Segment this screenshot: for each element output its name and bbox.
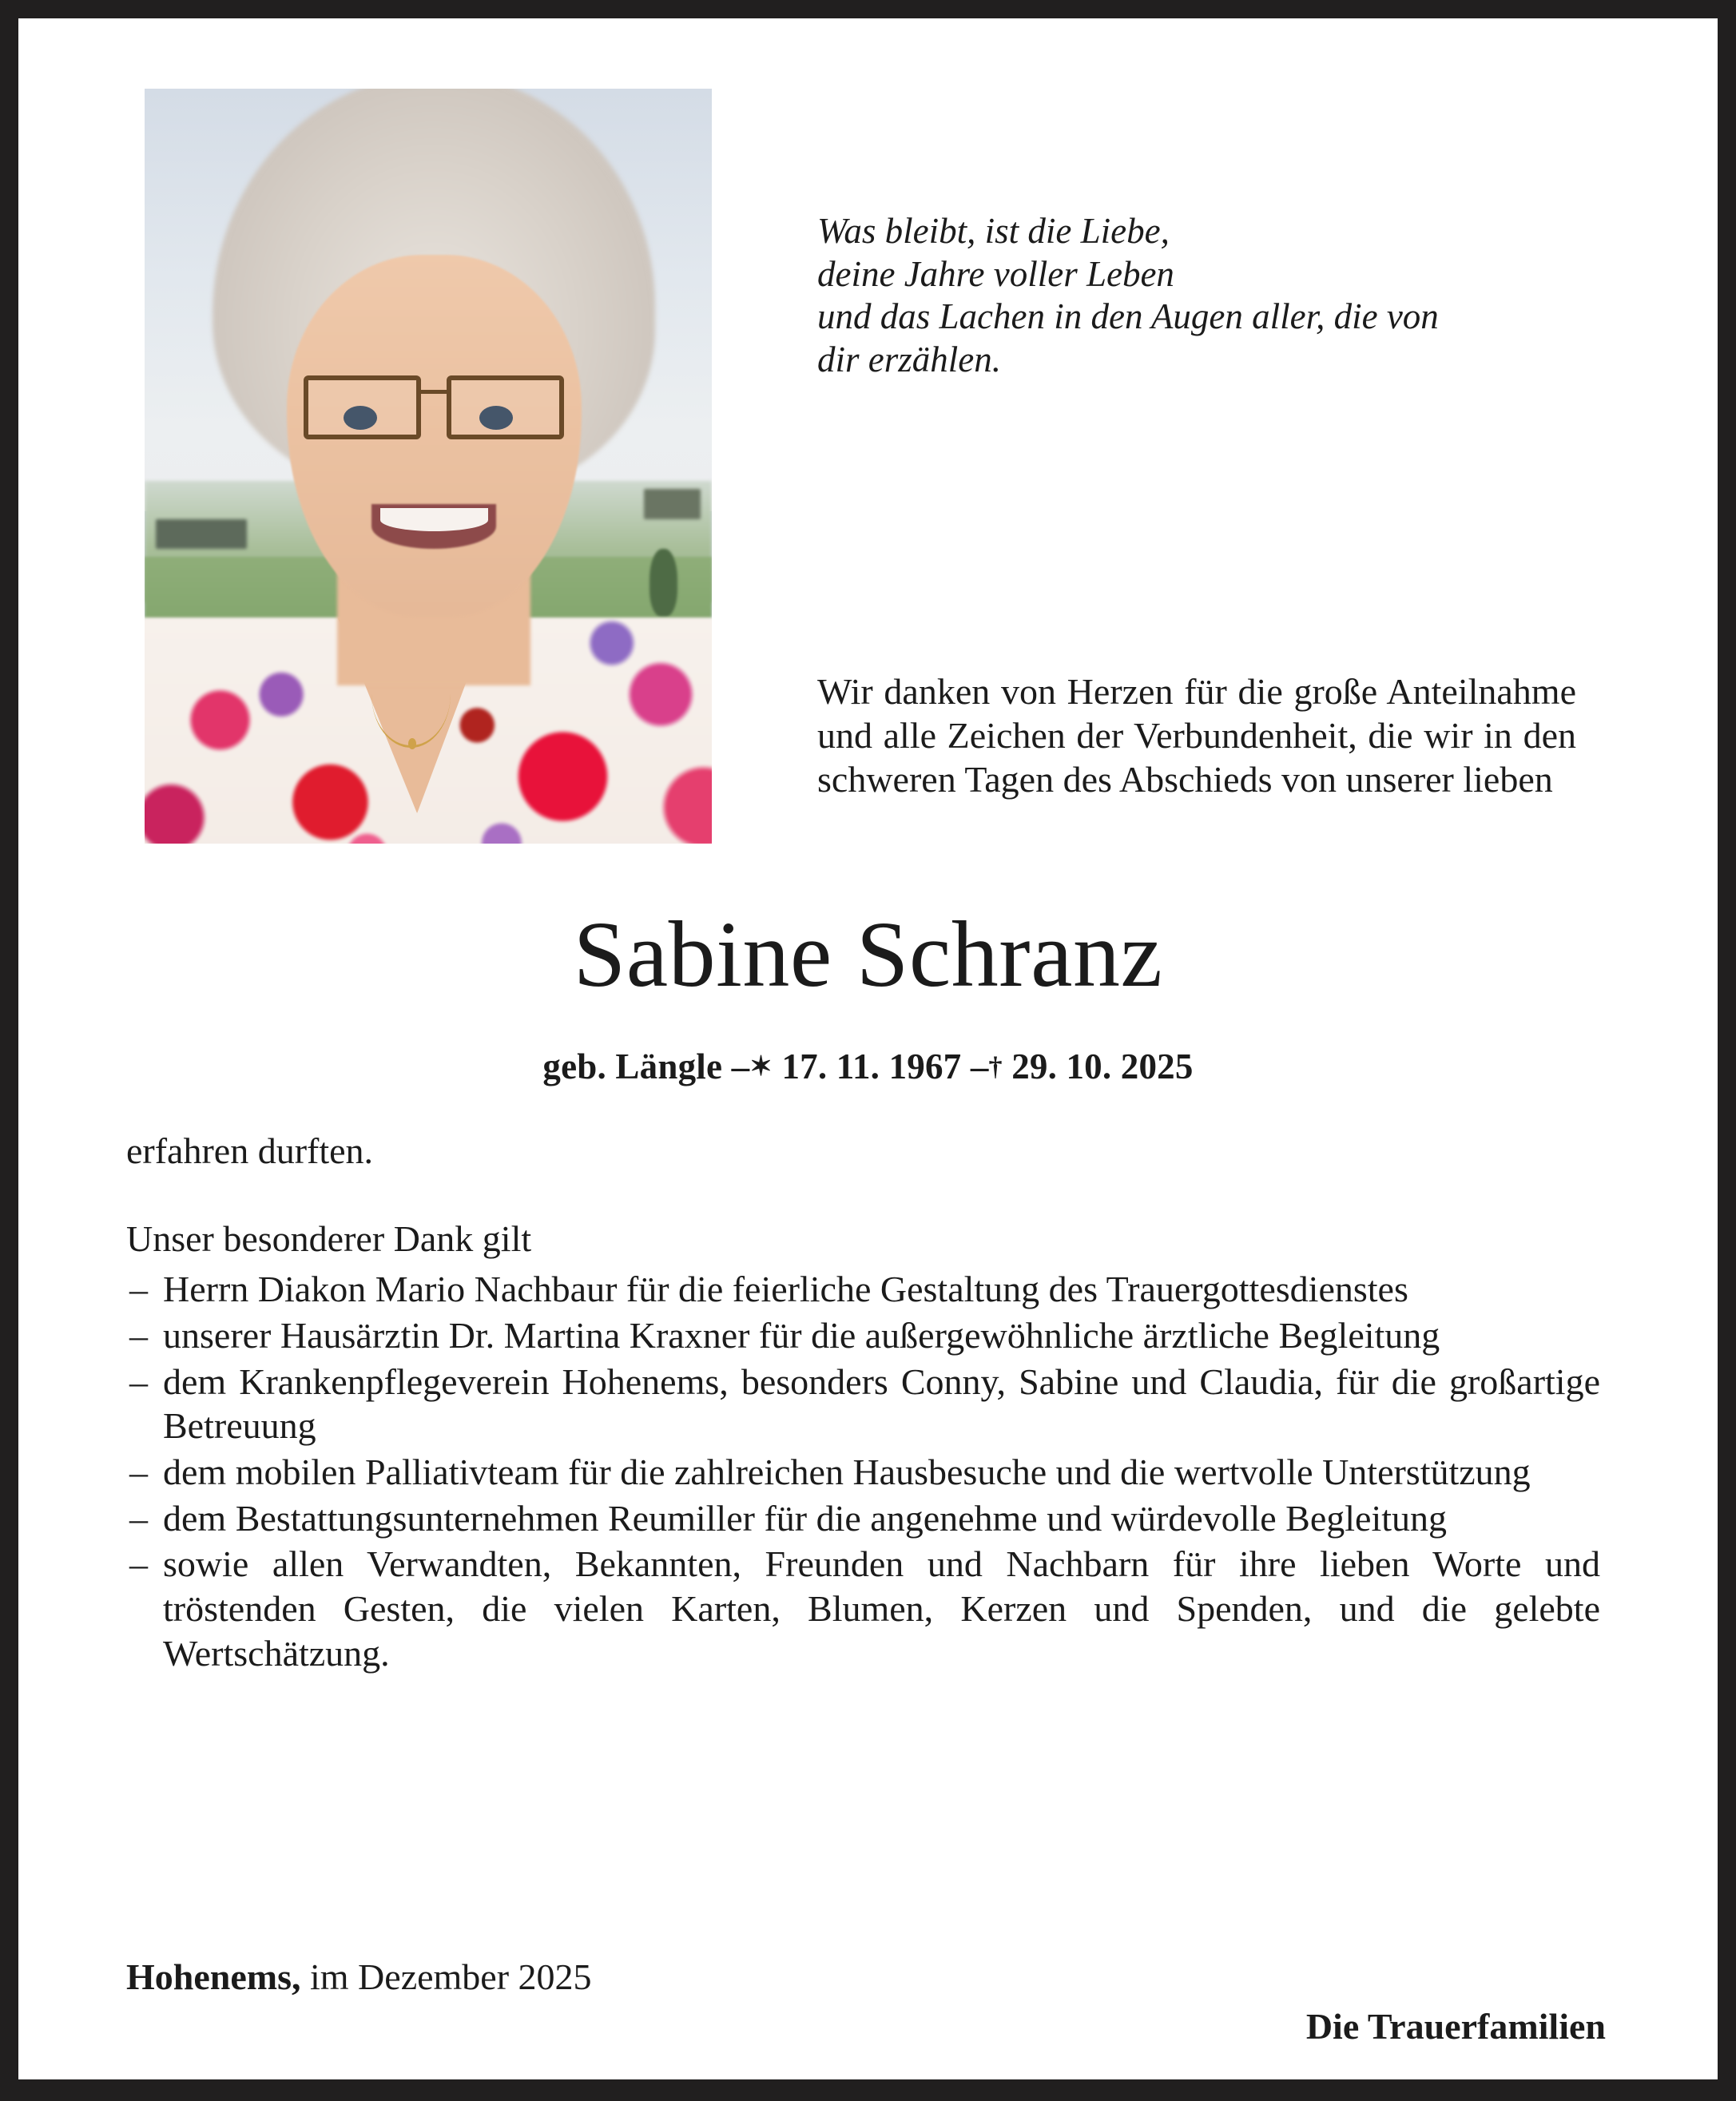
footer-place-date — [126, 1956, 592, 1998]
photo-necklace-pendant — [408, 738, 416, 749]
photo-eyeglasses — [304, 375, 565, 439]
footer-date: im Dezember 2025 — [300, 1956, 592, 1997]
birth-star-icon: ✶ — [749, 1052, 773, 1082]
dash-1: – — [731, 1047, 750, 1086]
photo-eye-left — [344, 406, 378, 430]
list-item: – dem Bestattungsunternehmen Reumiller für die angenehme und würdevolle Begleitung — [126, 1496, 1600, 1541]
memorial-verse — [817, 210, 1600, 381]
list-item: – sowie allen Verwandten, Bekannten, Freunden und Nachbarn für ihre lieben Worte und tröstenden Gesten, die vielen Karten, Blumen, Kerzen und Spenden, und die gelebte Wertschätzung. — [126, 1542, 1600, 1675]
photo-building-left — [156, 519, 247, 550]
death-date: 29. 10. 2025 — [1011, 1047, 1194, 1086]
footer-signature: Die Trauerfamilien — [1305, 2006, 1606, 2047]
verse-line-2: deine Jahre voller Leben — [817, 253, 1174, 294]
obituary-card — [18, 18, 1718, 2079]
portrait-photo — [145, 89, 712, 844]
thanks-intro-text: Wir danken von Herzen für die große Anteilnahme und alle Zeichen der Verbundenheit, die wir in den schweren Tagen des Abschieds von unserer lieben — [817, 671, 1576, 800]
verse-line-4: dir erzählen. — [817, 339, 1001, 379]
photo-glasses-bridge — [421, 390, 447, 394]
list-item: – Herrn Diakon Mario Nachbaur für die feierliche Gestaltung des Trauergottesdienstes — [126, 1267, 1600, 1312]
verse-line-3: und das Lachen in den Augen aller, die von — [817, 296, 1439, 337]
birth-date: 17. 11. 1967 — [781, 1047, 962, 1086]
maiden-name: Längle — [615, 1047, 723, 1086]
list-item: – dem mobilen Palliativteam für die zahlreichen Hausbesuche und die wertvolle Unterstützung — [126, 1450, 1600, 1495]
thanks-heading: Unser besonderer Dank gilt — [126, 1217, 532, 1259]
list-item: – dem Krankenpflegeverein Hohenems, besonders Conny, Sabine und Claudia, für die großartige Betreuung — [126, 1360, 1600, 1448]
photo-building-right — [644, 489, 701, 519]
maiden-name-prefix: geb. — [542, 1047, 606, 1086]
dash-2: – — [970, 1047, 989, 1086]
deceased-name: Sabine Schranz — [573, 902, 1163, 1007]
photo-tree — [650, 549, 678, 617]
obituary-body — [126, 1129, 1600, 1677]
death-cross-icon: † — [988, 1052, 1003, 1082]
verse-line-1: Was bleibt, ist die Liebe, — [817, 211, 1170, 251]
thanks-intro-paragraph — [817, 669, 1576, 802]
footer-place-name: Hohenems, — [126, 1956, 301, 1997]
thanks-list — [126, 1267, 1600, 1675]
photo-teeth — [380, 508, 488, 530]
deceased-dates — [18, 1046, 1718, 1087]
list-item: – unserer Hausärztin Dr. Martina Kraxner für die außergewöhnliche ärztliche Begleitung — [126, 1313, 1600, 1358]
continuation-sentence: erfahren durften. — [126, 1130, 374, 1171]
